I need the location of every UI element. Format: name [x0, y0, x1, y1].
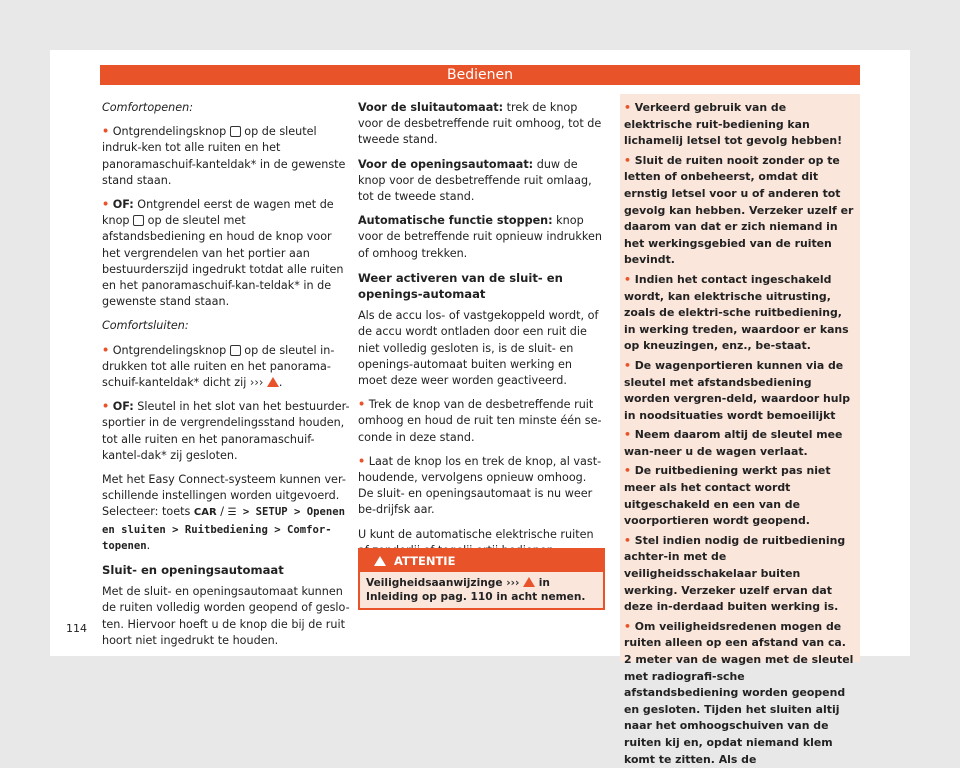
list-item: • Ontgrendelingsknop op de sleutel in-drukken tot alle ruiten en het panorama-schuif-kanteldak* dicht zij ››› . — [102, 343, 335, 390]
attention-box — [358, 548, 605, 610]
paragraph: U kunt de automatische elektrische ruiten — [358, 527, 594, 541]
comfort-open-heading: Comfortopenen: — [102, 101, 193, 114]
bullet: • — [358, 398, 366, 412]
subheading: Sluit- en openingsautomaat — [102, 563, 284, 578]
bullet: • — [624, 464, 635, 478]
list-item: • OF: Sleutel in het slot van het bestuurder-sportier in de vergrendelingsstand houden, tot alle ruiten en het panoramaschuif-kantel-dak* zij gesloten. — [102, 400, 350, 462]
warning-item: • De wagenportieren kunnen via de sleutel met afstandsbediening worden vergren-deld, waardoor hulp in noodsituaties wordt bemoeilijkt — [624, 358, 851, 422]
bullet: • — [624, 428, 635, 442]
paragraph: Automatische functie stoppen: knop voor de betreffende ruit opnieuw indrukken of omhoog trekken. — [358, 214, 602, 260]
bullet: • — [358, 454, 366, 468]
bullet: • — [102, 125, 110, 139]
warning-item: • Sluit de ruiten nooit zonder op te letten of onbeheerst, omdat dit ernstig letsel voor u of anderen tot gevolg kan hebben. Verzeker uzelf er daarom van dat er zich niemand in het werkingsgebied van de ruiten bevindt. — [624, 153, 854, 267]
list-item: • Trek de knop van de desbetreffende ruit omhoog en houd de ruit ten minste één se-conde in deze stand. — [358, 398, 602, 444]
bullet: • — [624, 619, 635, 633]
paragraph: Voor de openingsautomaat: duw de knop voor de desbetreffende ruit omlaag, tot de tweede stand. — [358, 157, 592, 204]
menu-path: > SETUP > Openen en sluiten > Ruitbediening > Comfor-topenen — [102, 506, 345, 552]
lock-icon — [133, 215, 144, 226]
cross-reference-arrows: ››› — [506, 577, 520, 589]
warning-icon — [523, 577, 535, 587]
cross-reference-arrows: ››› — [249, 376, 264, 390]
bullet: • — [624, 101, 635, 114]
paragraph: Als de accu los- of vastgekoppeld wordt, of de accu wordt ontladen door een ruit die niet volledig gesloten is, is de sluit- en openings-automaat buiten werking en moet deze weer worden geactiveerd. — [358, 309, 599, 388]
warning-icon — [374, 556, 386, 566]
bullet: • — [102, 198, 110, 212]
list-item: • Ontgrendelingsknop op de sleutel indruk-ken tot alle ruiten en het panoramaschuif-kanteldak* in de gewenste stand staan. — [102, 125, 346, 187]
warning-icon — [267, 377, 279, 387]
lock-icon — [230, 345, 241, 356]
warning-list — [620, 94, 860, 768]
easy-connect-paragraph: Met het Easy Connect-systeem kunnen ver-schillende instellingen worden uitgevoerd. Selecteer: toets CAR / ☰ > SETUP > Openen en sluiten > Ruitbediening > Comfor-topenen. — [102, 473, 346, 552]
unlock-icon — [230, 126, 241, 137]
column-middle — [358, 100, 603, 567]
warning-item: • Stel indien nodig de ruitbediening achter-in met de veiligheidsschakelaar buiten werking. Verzeker uzelf ervan dat deze in-derdaad buiten werking is. — [624, 533, 846, 614]
bullet: • — [624, 153, 635, 167]
attention-text: Veiligheidsaanwijzinge ››› in Inleiding op pag. 110 in acht nemen. — [366, 577, 586, 603]
bullet: • — [102, 343, 110, 357]
list-item: • OF: Ontgrendel eerst de wagen met de knop op de sleutel met afstandsbediening en houd de knop voor het vergrendelen van het portier aan bestuurderszijd ingedrukt totdat alle ruiten en het panoramaschuif-kan-teldak* in de gewenste stand staan. — [102, 198, 344, 309]
section-header: Bedienen — [100, 65, 860, 85]
bullet: • — [624, 272, 635, 286]
bullet: • — [102, 400, 110, 414]
comfort-close-heading: Comfortsluiten: — [102, 319, 189, 333]
subheading: Weer activeren van de sluit- en openings-automaat — [358, 270, 563, 302]
bullet: • — [624, 358, 635, 372]
warning-item: • De ruitbediening werkt pas niet meer als het contact wordt uitgeschakeld en een van de voorportieren wordt geopend. — [624, 464, 831, 528]
warning-item: • Neem daarom altij de sleutel mee wan-neer u de wagen verlaat. — [624, 428, 843, 458]
warning-column — [620, 94, 860, 766]
page-number: 114 — [66, 622, 87, 635]
list-item: • Laat de knop los en trek de knop, al vast-houdende, vervolgens opnieuw omhoog. De sluit- en openingsautomaat is nu weer be-drijfsk aar. — [358, 454, 602, 517]
menu-icon: ☰ — [227, 507, 237, 519]
column-left — [102, 100, 352, 657]
warning-item: • Om veiligheidsredenen mogen de ruiten alleen op een afstand van ca. 2 meter van de wagen met de sleutel met radiografi-sche afstandsbediening worden geopend en gesloten. Tijden het sluiten altij naar het omhoogschuiven van de ruiten kij en, opdat niemand klem komt te zitten. Als de — [624, 619, 854, 766]
warning-item: • Verkeerd gebruik van de elektrische ruit-bediening kan lichamelij letsel tot gevolg hebben! — [624, 101, 843, 148]
bullet: • — [624, 533, 635, 547]
warning-item: • Indien het contact ingeschakeld wordt, kan elektrische uitrusting, zoals de elektri-sche ruitbediening, in werking treden, waardoor er kans op kneuzingen, enz., be-staat. — [624, 272, 849, 353]
car-key-icon: CAR — [193, 507, 217, 519]
paragraph: Voor de sluitautomaat: trek de knop voor de desbetreffende ruit omhoog, tot de tweede stand. — [358, 101, 602, 147]
paragraph: Met de sluit- en openingsautomaat kunnen de ruiten volledig worden geopend of geslo-ten. Hiervoor hoeft u de knop die bij de ruit hoort niet ingedrukt te houden. — [102, 585, 350, 647]
attention-header: ATTENTIE — [360, 550, 603, 572]
